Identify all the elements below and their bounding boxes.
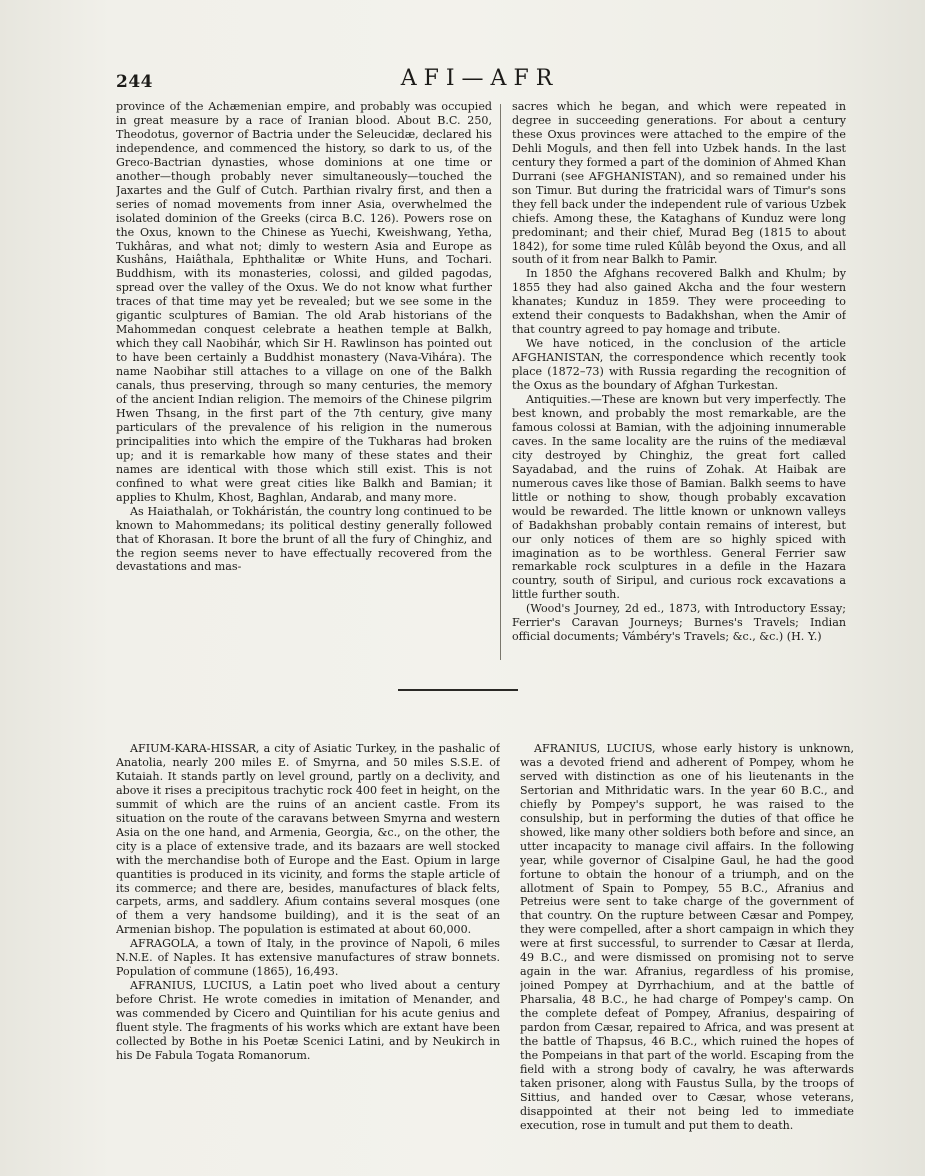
entries-column-right xyxy=(520,742,854,1142)
paragraph: Antiquities.—These are known but very imperfectly. The best known, and probably the most remarkable, are the famous colossi at Bamian, with the adjoining innumerable caves. In the same locality are the ruins of the mediæval city destroyed by Chinghiz, the great fort called Sayadabad, and the ruins of Zohak. At Haibak are numerous caves like those of Bamian. Balkh seems to have little or nothing to show, though probably excavation would be rewarded. The little known or unknown valleys of Badakhshan probably contain remains of interest, but our only notices of them are so highly spiced with imagination as to be worthless. General Ferrier saw remarkable rock sculptures in a defile in the Hazara country, south of Siripul, and curious rock excavations a little further south. xyxy=(512,393,846,602)
entry-afranius-poet: AFRANIUS, LUCIUS, a Latin poet who lived about a century before Christ. He wrote comedies in imitation of Menander, and was commended by Cicero and Quintilian for his acute genius and fluent style. The fragments of his works which are extant have been collected by Bothe in his Poetæ Scenici Latini, and by Neukirch in his De Fabula Togata Romanorum. xyxy=(116,979,500,1062)
running-head: AFI—AFR xyxy=(400,66,560,91)
bibliography: (Wood's Journey, 2d ed., 1873, with Introductory Essay; Ferrier's Caravan Journeys; Burnes's Travels; Indian official documents; Vámbéry's Travels; &c., &c.) (H. Y.) xyxy=(512,602,846,644)
paragraph: In 1850 the Afghans recovered Balkh and Khulm; by 1855 they had also gained Akcha and the four western khanates; Kunduz in 1859. They were proceeding to extend their conquests to Badakhshan, when the Amir of that country agreed to pay homage and tribute. xyxy=(512,267,846,337)
paragraph: As Haiathalah, or Tokháristán, the country long continued to be known to Mahommedans; its political destiny generally followed that of Khorasan. It bore the brunt of all the fury of Chinghiz, and the region seems never to have effectually recovered from the devastations and mas- xyxy=(116,504,492,574)
section-divider xyxy=(398,689,518,691)
page-header xyxy=(112,66,848,94)
page-number: 244 xyxy=(116,72,153,92)
entries-column-left xyxy=(116,742,500,1142)
paragraph: sacres which he began, and which were repeated in degree in succeeding generations. For about a century these Oxus provinces were attached to the empire of the Dehli Moguls, and then fell into Uzbek hands. In the last century they formed a part of the dominion of Ahmed Khan Durrani (see AFGHANISTAN), and so remained under his son Timur. But during the fratricidal wars of Timur's sons they fell back under the independent rule of various Uzbek chiefs. Among these, the Kataghans of Kunduz were long predominant; and their chief, Murad Beg (1815 to about 1842), for some time ruled Kûlâb beyond the Oxus, and all south of it from near Balkh to Pamir. xyxy=(512,100,846,267)
article-afghan-turkestan-column-right xyxy=(512,100,846,662)
paragraph: province of the Achæmenian empire, and probably was occupied in great measure by a race of Iranian blood. About B.C. 250, Theodotus, governor of Bactria under the Seleucidæ, declared his independence, and commenced the history, so dark to us, of the Greco-Bactrian dynasties, whose dominions at one time or another—though probably never simultaneously—touched the Jaxartes and the Gulf of Cutch. Parthian rivalry first, and then a series of nomad movements from inner Asia, overwhelmed the isolated dominion of the Greeks (circa B.C. 126). Powers rose on the Oxus, known to the Chinese as Yuechi, Kweishwang, Yetha, Tukhâras, and what not; dimly to western Asia and Europe as Kushâns, Haiâthala, Ephthalitæ or White Huns, and Tochari. Buddhism, with its monasteries, colossi, and gilded pagodas, spread over the valley of the Oxus. We do not know what further traces of that time may yet be revealed; but we see some in the gigantic sculptures of Bamian. The old Arab historians of the Mahommedan conquest celebrate a heathen temple at Balkh, which they call Naobihár, which Sir H. Rawlinson has pointed out to have been certainly a Buddhist monastery (Nava-Vihára). The name Naobihar still attaches to a village on one of the Balkh canals, thus preserving, through so many centuries, the memory of the ancient Indian religion. The memoirs of the Chinese pilgrim Hwen Thsang, in the first part of the 7th century, give many particulars of the prevalence of his religion in the numerous principalities into which the empire of the Tukharas had broken up; and it is remarkable how many of these states and their names are identical with those which still exist. This is not confined to what were great cities like Balkh and Bamian; it applies to Khulm, Khost, Baghlan, Andarab, and many more. xyxy=(116,100,492,504)
entry-afranius-lucius: AFRANIUS, LUCIUS, whose early history is unknown, was a devoted friend and adherent of Pompey, whom he served with distinction as one of his lieutenants in the Sertorian and Mithridatic wars. In the year 60 B.C., and chiefly by Pompey's support, he was raised to the consulship, but in performing the duties of that office he showed, like many other soldiers both before and since, an utter incapacity to manage civil affairs. In the following year, while governor of Cisalpine Gaul, he had the good fortune to obtain the honour of a triumph, and on the allotment of Spain to Pompey, 55 B.C., Afranius and Petreius were sent to take charge of the government of that country. On the rupture between Cæsar and Pompey, they were compelled, after a short campaign in which they were at first successful, to surrender to Cæsar at Ilerda, 49 B.C., and were dismissed on promising not to serve again in the war. Afranius, regardless of his promise, joined Pompey at Dyrrhachium, and at the battle of Pharsalia, 48 B.C., he had charge of Pompey's camp. On the complete defeat of Pompey, Afranius, despairing of pardon from Cæsar, repaired to Africa, and was present at the battle of Thapsus, 46 B.C., which ruined the hopes of the Pompeians in that part of the world. Escaping from the field with a strong body of cavalry, he was afterwards taken prisoner, along with Faustus Sulla, by the troops of Sittius, and handed over to Cæsar, whose veterans, disappointed at their not being led to immediate execution, rose in tumult and put them to death. xyxy=(520,742,854,1132)
column-rule xyxy=(500,104,501,660)
entry-afium-kara-hissar: AFIUM-KARA-HISSAR, a city of Asiatic Turkey, in the pashalic of Anatolia, nearly 200 miles E. of Smyrna, and 50 miles S.S.E. of Kutaiah. It stands partly on level ground, partly on a declivity, and above it rises a precipitous trachytic rock 400 feet in height, on the summit of which are the ruins of an ancient castle. From its situation on the route of the caravans between Smyrna and western Asia on the one hand, and Armenia, Georgia, &c., on the other, the city is a place of extensive trade, and its bazaars are well stocked with the merchandise both of Europe and the East. Opium in large quantities is produced in its vicinity, and forms the staple article of its commerce; and there are, besides, manufactures of black felts, carpets, arms, and saddlery. Afium contains several mosques (one of them a very handsome building), and it is the seat of an Armenian bishop. The population is estimated at about 60,000. xyxy=(116,742,500,937)
entry-afragola: AFRAGOLA, a town of Italy, in the province of Napoli, 6 miles N.N.E. of Naples. It has extensive manufactures of straw bonnets. Population of commune (1865), 16,493. xyxy=(116,937,500,979)
article-afghan-turkestan-column-left xyxy=(116,100,492,662)
paragraph: We have noticed, in the conclusion of the article AFGHANISTAN, the correspondence which recently took place (1872–73) with Russia regarding the recognition of the Oxus as the boundary of Afghan Turkestan. xyxy=(512,337,846,393)
